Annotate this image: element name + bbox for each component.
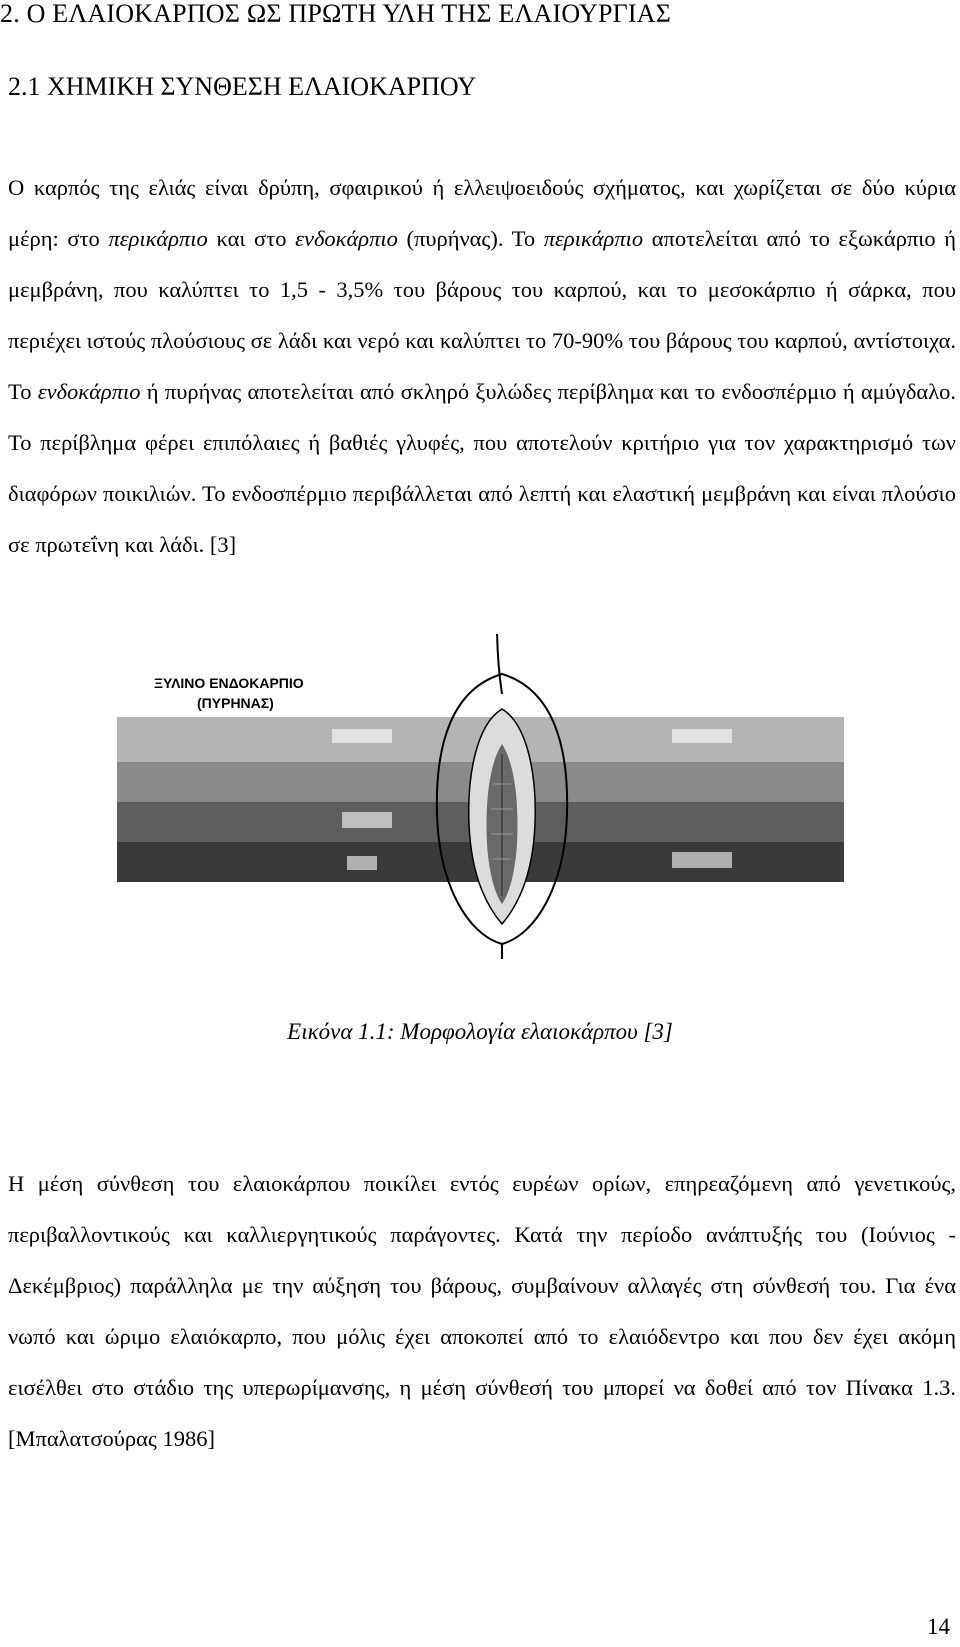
- term-pericarp: περικάρπιο: [543, 226, 644, 251]
- section-heading: 2.1 ΧΗΜΙΚΗ ΣΥΝΘΕΣΗ ΕΛΑΙΟΚΑΡΠΟΥ: [8, 72, 477, 101]
- figure-caption: Εικόνα 1.1: Μορφολογία ελαιοκάρπου [3]: [287, 1019, 673, 1044]
- text-run: Ο καρπός της ελιάς είναι δρύπη, σφαιρικού ή ελλειψοειδούς σχήματος, και χωρίζεται σε δύο κύρια μέρη: στο: [8, 175, 956, 251]
- term-endocarp: ενδοκάρπιο: [295, 226, 398, 251]
- page-number: 14: [927, 1614, 950, 1639]
- text-run: αποτελείται από το εξωκάρπιο ή μεμβράνη, που καλύπτει το 1,5 - 3,5% του βάρους του καρπού, και το μεσοκάρπιο ή σάρκα, που περιέχει ιστούς πλούσιους σε λάδι και νερό και καλύπτει το 70-90% του βάρους του καρπού, αντίστοιχα. Το: [8, 226, 957, 404]
- figure-label-endocarp: ΞΥΛΙΝΟ ΕΝΔΟΚΑΡΠΙΟ: [154, 675, 304, 691]
- composition-paragraph: Η μέση σύνθεση του ελαιοκάρπου ποικίλει εντός ευρέων ορίων, επηρεαζόμενη από γενετικούς, περιβαλλοντικούς και καλλιεργητικούς παράγοντες. Κατά την περίοδο ανάπτυξής του (Ιούνιος - Δεκέμβριος) παράλληλα με την αύξηση του βάρους, συμβαίνουν αλλαγές στη σύνθεσή του. Για ένα νωπό και ώριμο ελαιόκαρπο, που μόλις έχει αποκοπεί από το ελαιόδεντρο και που δεν έχει ακόμη εισέλθει στο στάδιο της υπερωρίμανσης, η μέση σύνθεσή του μπορεί να δοθεί από τον Πίνακα 1.3. [Μπαλατσούρας 1986]: [8, 1171, 956, 1451]
- text-run: και στο: [207, 226, 296, 251]
- olive-morphology-figure: [117, 634, 844, 990]
- figure-label-pyrene: (ΠΥΡΗΝΑΣ): [197, 695, 274, 711]
- term-pericarp: περικάρπιο: [108, 226, 208, 251]
- term-endocarp: ενδοκάρπιο: [37, 379, 141, 404]
- band-white-bottom: [117, 882, 844, 990]
- text-run: ή πυρήνας αποτελείται από σκληρό ξυλώδες περίβλημα και το ενδοσπέρμιο ή αμύγδαλο. Το περίβλημα φέρει επιπόλαιες ή βαθιές γλυφές, που αποτελούν κριτήριο για τον χαρακτηρισμό των διαφόρων ποικιλιών. Το ενδοσπέρμιο περιβάλλεται από λεπτή και ελαστική μεμβράνη και είναι πλούσιο σε πρωτεΐνη και λάδι. [3]: [8, 379, 956, 557]
- chapter-heading: 2. Ο ΕΛΑΙΟΚΑΡΠΟΣ ΩΣ ΠΡΩΤΗ ΥΛΗ ΤΗΣ ΕΛΑΙΟΥΡΓΙΑΣ: [0, 0, 672, 28]
- text-run: (πυρήνας). Το: [397, 226, 544, 251]
- olive-cross-section-illustration: [117, 634, 844, 990]
- intro-paragraph: [8, 162, 956, 570]
